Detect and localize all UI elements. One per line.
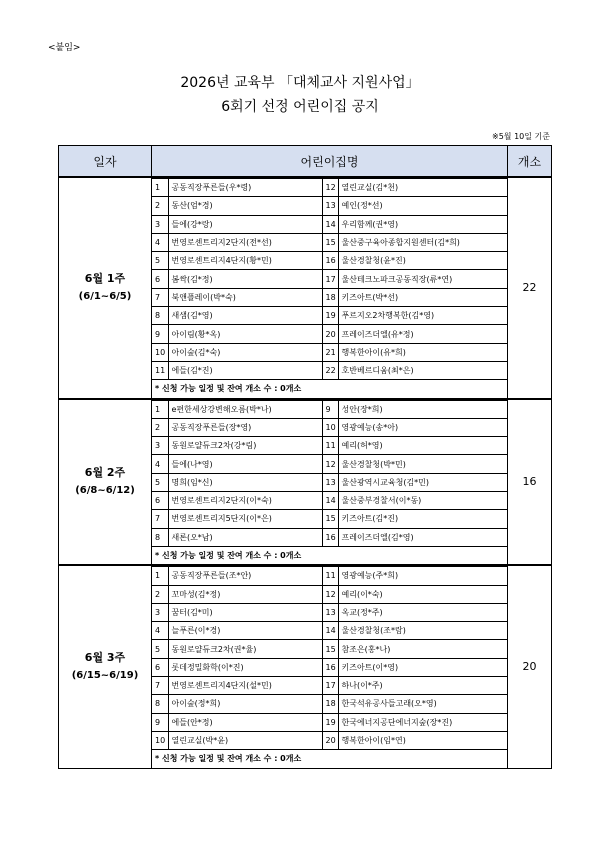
item-number: 7 — [152, 288, 168, 306]
daycare-name: 한국에너지공단에너지숲(장*진) — [338, 713, 508, 731]
daycare-name: 울산광역시교육청(김*민) — [338, 473, 508, 491]
daycare-name: 울산경찰청(조*람) — [338, 622, 508, 640]
item-number: 1 — [152, 179, 168, 197]
daycare-name: 번영로센트리지2단지(이*숙) — [168, 492, 322, 510]
list-item — [152, 567, 508, 585]
item-number: 3 — [152, 215, 168, 233]
item-number: 3 — [152, 437, 168, 455]
daycare-name: 공동직장푸른들(장*영) — [168, 418, 322, 436]
daycare-name: 울산테크노파크공동직장(류*연) — [338, 270, 508, 288]
item-number: 17 — [322, 270, 338, 288]
item-number: 6 — [152, 270, 168, 288]
daycare-name: 동산(엄*경) — [168, 197, 322, 215]
item-number: 7 — [152, 677, 168, 695]
daycare-name: 울산경찰청(박*민) — [338, 455, 508, 473]
list-item — [152, 288, 508, 306]
daycare-name: 동원로얄듀크2차(강*림) — [168, 437, 322, 455]
list-item — [152, 603, 508, 621]
daycare-name: 꼬마성(김*정) — [168, 585, 322, 603]
availability-note: * 신청 가능 일정 및 잔여 개소 수 : 0개소 — [152, 380, 508, 398]
list-item — [152, 455, 508, 473]
item-number: 2 — [152, 418, 168, 436]
daycare-name: 호반베르디움(최*은) — [338, 361, 508, 379]
week-range: (6/1~6/5) — [78, 290, 132, 302]
availability-note-row — [152, 380, 508, 398]
list-item — [152, 713, 508, 731]
week-count: 22 — [508, 177, 552, 399]
daycare-name: 우리함께(권*영) — [338, 215, 508, 233]
item-number: 3 — [152, 603, 168, 621]
list-item — [152, 695, 508, 713]
daycare-name: 참조은(홍*나) — [338, 640, 508, 658]
daycare-name: 키즈아트(이*영) — [338, 658, 508, 676]
list-item — [152, 361, 508, 379]
availability-note-row — [152, 750, 508, 768]
item-number: 4 — [152, 233, 168, 251]
list-item — [152, 640, 508, 658]
daycare-name: 봄싹(김*정) — [168, 270, 322, 288]
daycare-list — [152, 566, 508, 767]
week-period-cell — [59, 565, 152, 768]
item-number: 8 — [152, 695, 168, 713]
week-range: (6/15~6/19) — [71, 669, 139, 681]
header-daycare: 어린이집명 — [152, 146, 508, 178]
week-group-row — [59, 177, 552, 399]
list-item — [152, 270, 508, 288]
item-number: 10 — [322, 418, 338, 436]
list-item — [152, 233, 508, 251]
daycare-name: 행복한아이(임*연) — [338, 731, 508, 749]
daycare-name: 새샘(김*영) — [168, 307, 322, 325]
item-number: 4 — [152, 455, 168, 473]
item-number: 12 — [322, 585, 338, 603]
item-number: 15 — [322, 640, 338, 658]
daycare-name: 북앤플레이(박*숙) — [168, 288, 322, 306]
item-number: 14 — [322, 622, 338, 640]
item-number: 2 — [152, 585, 168, 603]
date-note: ※5월 10일 기준 — [492, 132, 550, 141]
item-number: 15 — [322, 510, 338, 528]
daycare-name: 한국석유공사들고래(오*영) — [338, 695, 508, 713]
daycare-name: 늘푸른(이*경) — [168, 622, 322, 640]
availability-note-row — [152, 546, 508, 564]
daycare-name: 공동직장푸른들(조*안) — [168, 567, 322, 585]
item-number: 16 — [322, 658, 338, 676]
availability-note: * 신청 가능 일정 및 잔여 개소 수 : 0개소 — [152, 546, 508, 564]
item-number: 11 — [322, 437, 338, 455]
item-number: 14 — [322, 492, 338, 510]
daycare-name: 행복한아이(유*희) — [338, 343, 508, 361]
daycare-name: 예인(정*선) — [338, 197, 508, 215]
item-number: 19 — [322, 307, 338, 325]
list-item — [152, 437, 508, 455]
table-header-row — [59, 146, 552, 178]
daycare-name: 예리(이*숙) — [338, 585, 508, 603]
item-number: 12 — [322, 455, 338, 473]
item-number: 5 — [152, 473, 168, 491]
list-item — [152, 400, 508, 418]
week-period-cell — [59, 399, 152, 566]
selection-table — [58, 145, 552, 769]
item-number: 20 — [322, 325, 338, 343]
daycare-name: 푸르지오2차행복한(김*영) — [338, 307, 508, 325]
daycare-name: 들에(나*영) — [168, 455, 322, 473]
item-number: 7 — [152, 510, 168, 528]
daycare-name: 성안(장*희) — [338, 400, 508, 418]
list-item — [152, 325, 508, 343]
week-label: 6월 3주 — [84, 650, 126, 664]
item-number: 16 — [322, 528, 338, 546]
list-item — [152, 510, 508, 528]
week-label: 6월 2주 — [84, 465, 126, 479]
list-item — [152, 492, 508, 510]
list-item — [152, 418, 508, 436]
header-period: 일자 — [59, 146, 152, 178]
item-number: 16 — [322, 252, 338, 270]
daycare-name: 롯데정밀화학(이*진) — [168, 658, 322, 676]
daycare-name: 키즈아트(김*진) — [338, 510, 508, 528]
week-count: 16 — [508, 399, 552, 566]
week-period-cell — [59, 177, 152, 399]
week-label: 6월 1주 — [84, 271, 126, 285]
list-item — [152, 622, 508, 640]
item-number: 5 — [152, 252, 168, 270]
daycare-name: 꿈터(김*미) — [168, 603, 322, 621]
item-number: 10 — [152, 731, 168, 749]
item-number: 14 — [322, 215, 338, 233]
list-item — [152, 677, 508, 695]
list-item — [152, 585, 508, 603]
daycare-name: 들에(강*랑) — [168, 215, 322, 233]
daycare-list — [152, 400, 508, 565]
item-number: 21 — [322, 343, 338, 361]
daycare-name: 키즈아트(박*선) — [338, 288, 508, 306]
item-number: 17 — [322, 677, 338, 695]
item-number: 8 — [152, 528, 168, 546]
daycare-name: 번영로센트리지5단지(이*은) — [168, 510, 322, 528]
item-number: 13 — [322, 197, 338, 215]
week-group-row — [59, 565, 552, 768]
daycare-name: 울산중부경찰서(이*동) — [338, 492, 508, 510]
daycare-name: 프레이즈더엘(유*정) — [338, 325, 508, 343]
daycare-name: 에들(안*정) — [168, 713, 322, 731]
daycare-list — [152, 178, 508, 398]
daycare-name: e편한세상강변해오름(박*나) — [168, 400, 322, 418]
item-number: 1 — [152, 567, 168, 585]
item-number: 15 — [322, 233, 338, 251]
item-number: 9 — [152, 713, 168, 731]
list-item — [152, 731, 508, 749]
list-item — [152, 179, 508, 197]
daycare-name: 명희(임*신) — [168, 473, 322, 491]
item-number: 9 — [322, 400, 338, 418]
week-count: 20 — [508, 565, 552, 768]
item-number: 22 — [322, 361, 338, 379]
list-item — [152, 252, 508, 270]
list-item — [152, 528, 508, 546]
daycare-name: 울산경찰청(윤*진) — [338, 252, 508, 270]
list-item — [152, 215, 508, 233]
item-number: 19 — [322, 713, 338, 731]
item-number: 2 — [152, 197, 168, 215]
item-number: 11 — [152, 361, 168, 379]
item-number: 12 — [322, 179, 338, 197]
daycare-name: 동원로얄듀크2차(권*율) — [168, 640, 322, 658]
daycare-name: 예리(허*영) — [338, 437, 508, 455]
list-item — [152, 658, 508, 676]
daycare-name: 아이숲(김*숙) — [168, 343, 322, 361]
item-number: 9 — [152, 325, 168, 343]
list-item — [152, 307, 508, 325]
availability-note: * 신청 가능 일정 및 잔여 개소 수 : 0개소 — [152, 750, 508, 768]
item-number: 13 — [322, 473, 338, 491]
daycare-name: 에들(김*진) — [168, 361, 322, 379]
item-number: 1 — [152, 400, 168, 418]
daycare-name: 열린교실(김*천) — [338, 179, 508, 197]
list-item — [152, 197, 508, 215]
daycare-name: 아이숲(정*희) — [168, 695, 322, 713]
document-title-line1: 2026년 교육부 「대체교사 지원사업」 — [180, 75, 420, 91]
item-number: 18 — [322, 695, 338, 713]
daycare-name: 공동직장푸른들(우*령) — [168, 179, 322, 197]
document-title-line2: 6회기 선정 어린이집 공지 — [221, 99, 379, 115]
daycare-name: 옥교(정*주) — [338, 603, 508, 621]
item-number: 13 — [322, 603, 338, 621]
daycare-name: 영광예능(송*아) — [338, 418, 508, 436]
week-range: (6/8~6/12) — [75, 484, 135, 496]
daycare-name: 번영로센트리지2단지(전*선) — [168, 233, 322, 251]
daycare-name: 울산중구육아종합지원센터(김*희) — [338, 233, 508, 251]
daycare-name: 번영로센트리지4단지(설*민) — [168, 677, 322, 695]
header-count: 개소 — [508, 146, 552, 178]
list-item — [152, 473, 508, 491]
list-item — [152, 343, 508, 361]
daycare-name: 하나(이*주) — [338, 677, 508, 695]
item-number: 6 — [152, 492, 168, 510]
daycare-name: 영광예능(주*희) — [338, 567, 508, 585]
item-number: 10 — [152, 343, 168, 361]
daycare-name: 새론(오*남) — [168, 528, 322, 546]
daycare-list-cell — [152, 399, 508, 566]
daycare-name: 열린교실(박*윤) — [168, 731, 322, 749]
item-number: 11 — [322, 567, 338, 585]
item-number: 6 — [152, 658, 168, 676]
attachment-label: <붙임> — [48, 43, 81, 53]
daycare-name: 아이림(황*옥) — [168, 325, 322, 343]
week-group-row — [59, 399, 552, 566]
daycare-list-cell — [152, 565, 508, 768]
daycare-name: 번영로센트리지4단지(황*민) — [168, 252, 322, 270]
item-number: 5 — [152, 640, 168, 658]
item-number: 8 — [152, 307, 168, 325]
daycare-name: 프레이즈더엘(김*영) — [338, 528, 508, 546]
item-number: 4 — [152, 622, 168, 640]
daycare-list-cell — [152, 177, 508, 399]
item-number: 20 — [322, 731, 338, 749]
item-number: 18 — [322, 288, 338, 306]
